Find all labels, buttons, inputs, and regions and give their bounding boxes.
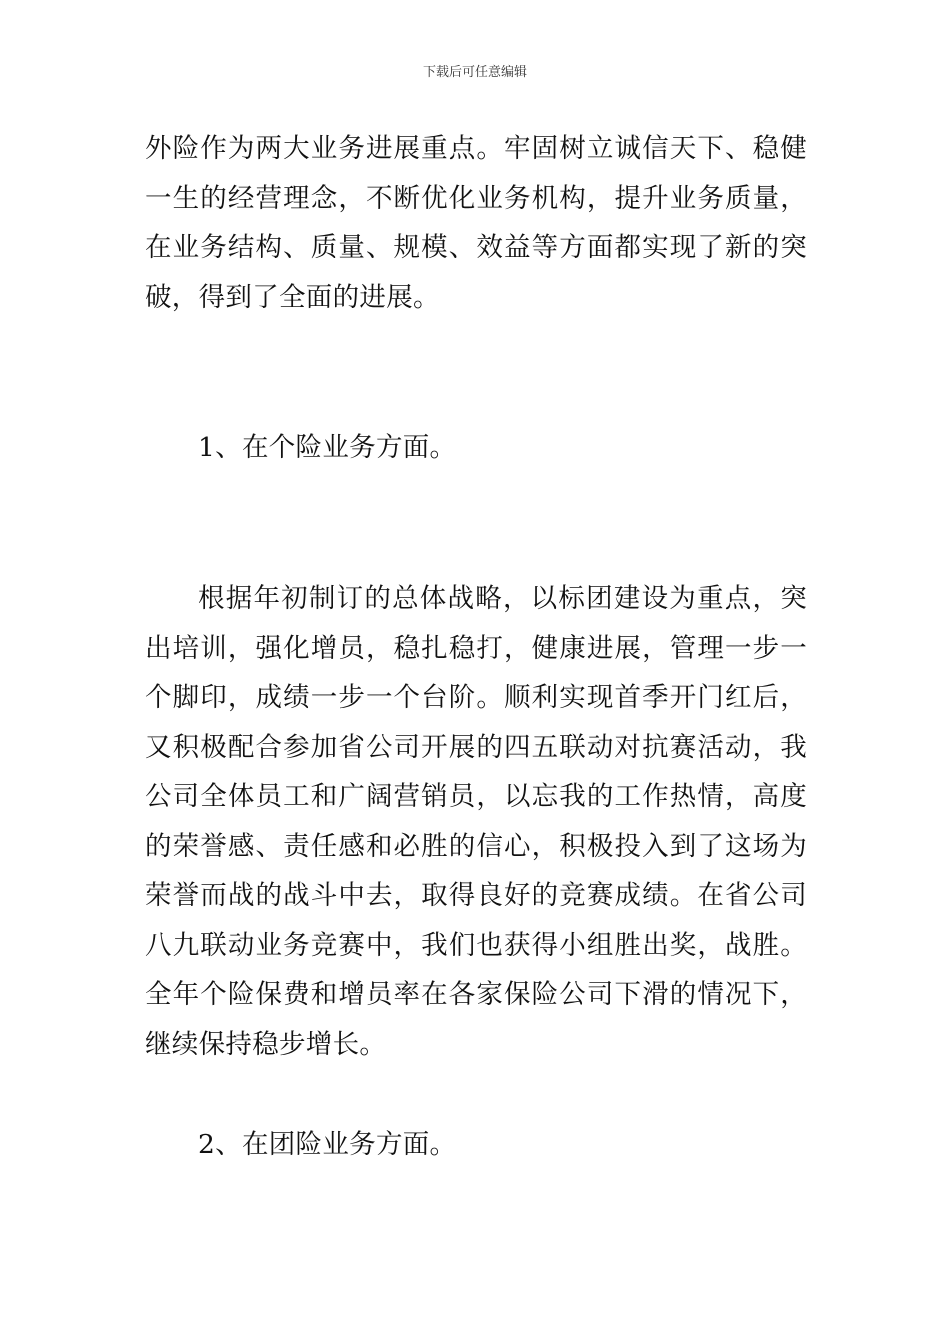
section-heading-individual-insurance: 1、在个险业务方面。	[198, 432, 457, 463]
page-header: 下载后可任意编辑	[422, 65, 527, 80]
paragraph-continuation: 外险作为两大业务进展重点。牢固树立诚信天下、稳健一生的经营理念，不断优化业务机构，提升业务质量，在业务结构、质量、规模、效益等方面都实现了新的突破，得到了全面的进展。	[145, 133, 807, 313]
paragraph-individual-insurance: 根据年初制订的总体战略，以标团建设为重点，突出培训，强化增员，稳扎稳打，健康进展，管理一步一个脚印，成绩一步一个台阶。顺利实现首季开门红后，又积极配合参加省公司开展的四五联动对抗赛活动，我公司全体员工和广阔营销员，以忘我的工作热情，高度的荣誉感、责任感和必胜的信心，积极投入到了这场为荣誉而战的战斗中去，取得良好的竞赛成绩。在省公司八九联动业务竞赛中，我们也获得小组胜出奖，战胜。全年个险保费和增员率在各家保险公司下滑的情况下，继续保持稳步增长。	[145, 583, 807, 1060]
section-heading-group-insurance: 2、在团险业务方面。	[198, 1129, 457, 1160]
